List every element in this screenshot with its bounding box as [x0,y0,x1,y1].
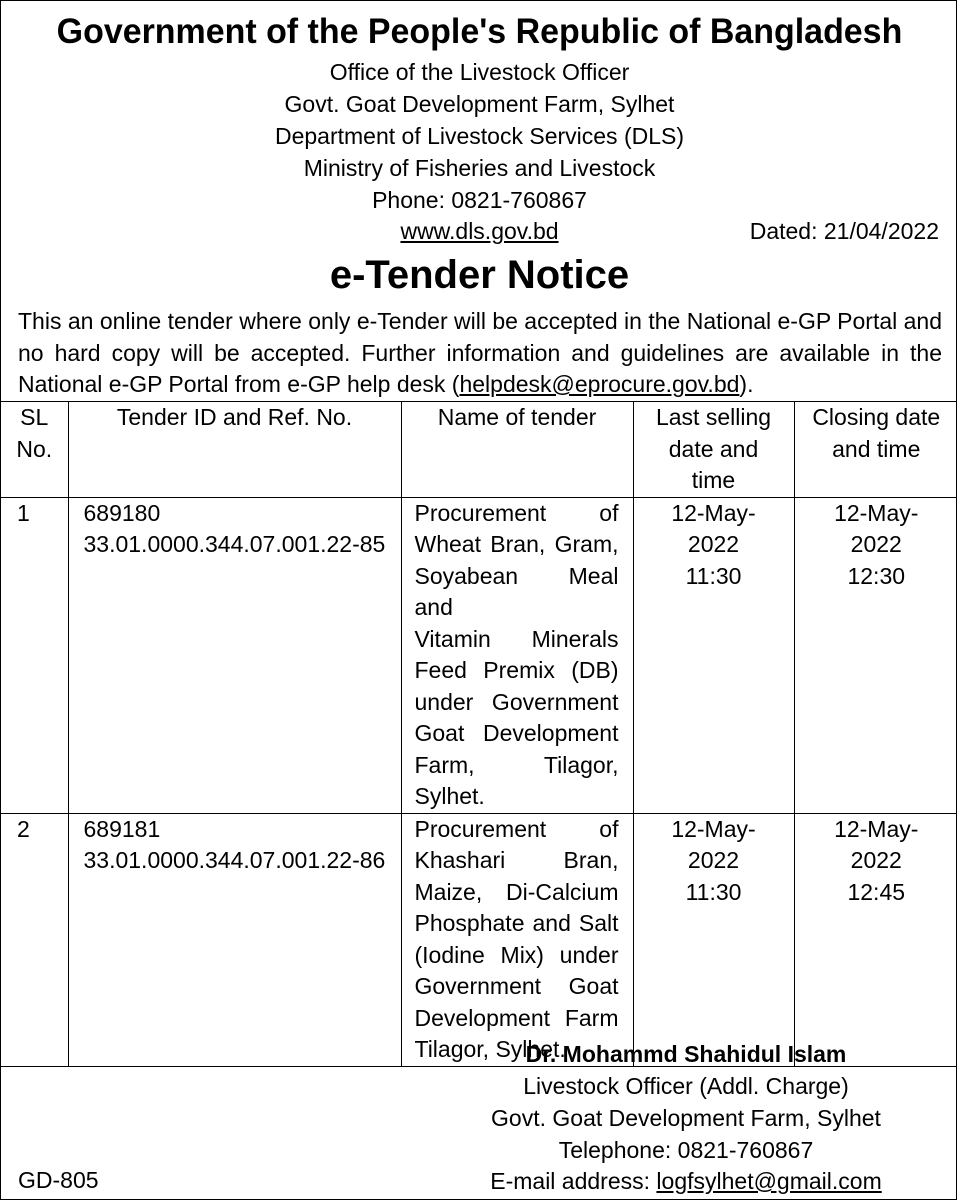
email-label: E-mail address: [490,1168,657,1194]
name-line: Vitamin Minerals [414,625,619,652]
closing-time: 12:45 [847,878,906,905]
name-line: Wheat Bran, Gram, [414,531,619,557]
name-line: Sylhet. [414,783,485,809]
table-row [1,813,957,1066]
name-line: Government Goat [414,973,619,999]
closing-date: 12-May- [834,815,919,842]
website-link[interactable]: www.dls.gov.bd [400,218,559,244]
government-title: Government of the People's Republic of Bangladesh [56,12,903,51]
ministry-line: Ministry of Fisheries and Livestock [303,155,656,181]
dated-label: Dated: 21/04/2022 [749,218,939,244]
header-tender-id: Tender ID and Ref. No. [68,402,401,498]
signatory-email-link[interactable]: logfsylhet@gmail.com [656,1168,882,1194]
closing-date: 12-May- [834,499,919,526]
cell-sl: 2 [1,813,68,1066]
tender-table [1,401,957,1067]
helpdesk-email-link[interactable]: helpdesk@eprocure.gov.bd [459,371,740,397]
cell-tender-id [68,497,401,813]
header-closing-line: Closing date [812,404,941,430]
header-closing-line: and time [832,435,921,462]
name-line: Maize, Di-Calcium [414,878,619,905]
last-selling-date: 12-May- [671,499,756,526]
name-line: Phosphate and Salt [414,910,619,936]
name-line: Procurement of [414,815,619,842]
department-line: Department of Livestock Services (DLS) [274,123,685,149]
intro-paragraph [18,306,942,401]
cell-last-selling [633,497,794,813]
header-last-selling-line: time [691,467,736,493]
intro-suffix: ). [739,371,754,397]
name-line: Development Farm [414,1004,619,1031]
table-row [1,497,957,813]
cell-tender-id [68,813,401,1066]
cell-tender-name [401,813,633,1066]
signatory-office: Govt. Goat Development Farm, Sylhet [491,1105,881,1131]
header-sl [1,402,68,498]
name-line: Tilagor, Sylhet. [414,1036,566,1062]
name-line: Feed Premix (DB) [414,657,619,683]
name-line: Goat Development [414,720,619,746]
name-line: (Iodine Mix) under [414,941,619,968]
tender-id: 689181 [83,815,161,842]
last-selling-year: 2022 [687,531,740,557]
ref-no: 33.01.0000.344.07.001.22-86 [83,847,386,873]
closing-year: 2022 [850,847,902,873]
cell-last-selling [633,813,794,1066]
phone-line: Phone: 0821-760867 [372,187,587,213]
header-last-selling-line: Last selling [655,404,772,430]
last-selling-year: 2022 [687,847,740,873]
cell-tender-name [401,497,633,813]
header-last-selling-line: date and [668,435,759,462]
last-selling-time: 11:30 [685,562,742,589]
header-name: Name of tender [401,402,633,498]
closing-time: 12:30 [847,562,906,589]
cell-closing [794,497,957,813]
signatory-email-row [476,1165,896,1197]
signatory-name: Dr. Mohammd Shahidul Islam [525,1041,847,1067]
office-line: Office of the Livestock Officer [329,59,630,85]
table-header-row [1,402,957,498]
signatory-telephone: Telephone: 0821-760867 [558,1137,814,1163]
name-line: Farm, Tilagor, [414,751,619,778]
name-line: Procurement of [414,499,619,526]
header-last-selling [633,402,794,498]
intro-text: This an online tender where only e-Tender will be accepted in the National e-GP Portal and no hard copy will be accepted. Further information and guidelines are available in the National e-GP Portal from e-GP help desk ( [18,308,942,397]
gd-code: GD-805 [18,1167,99,1193]
farm-line: Govt. Goat Development Farm, Sylhet [284,91,675,117]
cell-closing [794,813,957,1066]
header-no-line: No. [16,435,53,462]
tender-id: 689180 [83,499,161,526]
name-line: Khashari Bran, [414,847,619,873]
notice-title: e-Tender Notice [329,253,630,297]
header-closing [794,402,957,498]
cell-sl: 1 [1,497,68,813]
name-line: under Government [414,688,619,715]
header-sl-line: SL [20,404,49,430]
signatory-designation: Livestock Officer (Addl. Charge) [523,1073,849,1099]
name-line: Soyabean Meal and [414,562,619,620]
last-selling-date: 12-May- [671,815,756,842]
closing-year: 2022 [850,531,902,557]
ref-no: 33.01.0000.344.07.001.22-85 [83,531,386,557]
last-selling-time: 11:30 [685,878,742,905]
